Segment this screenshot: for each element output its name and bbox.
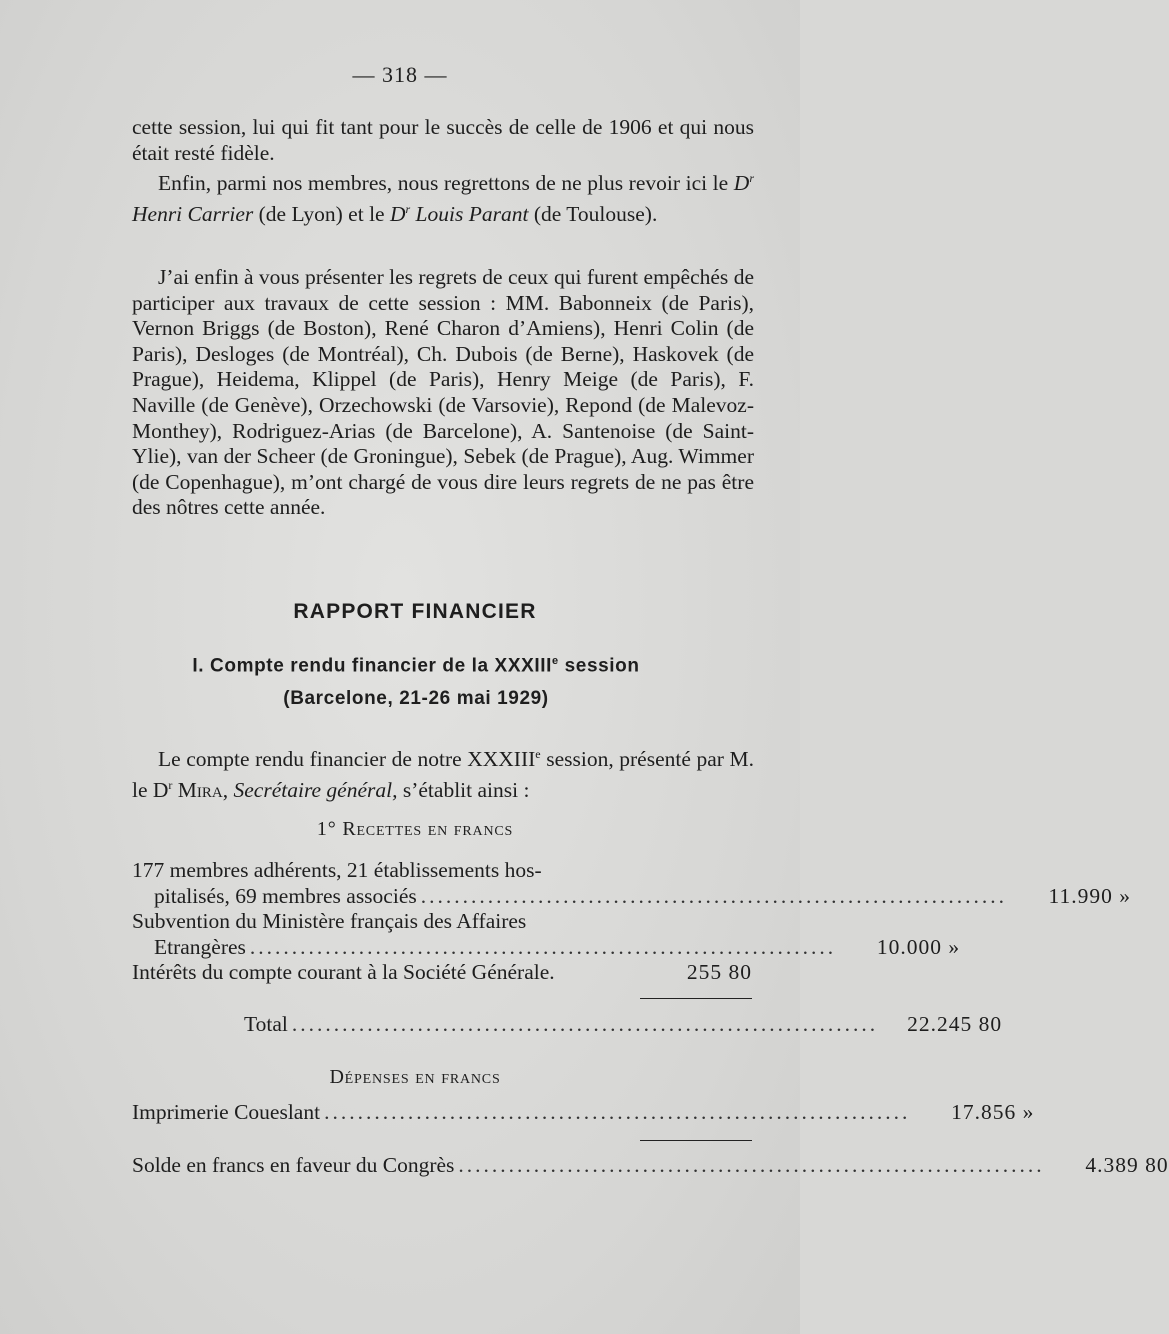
amount: 255 80 [686,960,752,984]
heading-barcelone: (Barcelone, 21-26 mai 1929) [283,688,549,709]
name-louis-parant: Louis Parant [415,202,529,227]
sum-rule [640,1140,752,1141]
paragraph-1b: Enfin, parmi nos membres, nous regrettons de ne plus revoir ici le $D^r$ Henri Carrier (de Lyon) et le $D^r$ Louis Parant (de Toulouse). [132,171,754,227]
page-number: — 318 — [352,62,448,87]
name-henri-carrier: Henri Carrier [132,202,254,227]
recette-subvention: Subvention du Ministère français des Affaires Etrangères ...................................................................... 10.000 » [132,909,961,959]
role-secretaire-general: Secrétaire général, [233,777,398,802]
depenses-title: Dépenses en francs [329,1066,501,1088]
name-mira: Mira [177,777,223,802]
total-row: Total ...................................................................... 22.245 80 [244,1012,1003,1036]
recettes-title: 1° Recettes en francs [316,818,514,840]
amount: 10.000 » [876,934,961,959]
paragraph-1 [132,115,754,228]
recette-membres: 177 membres adhérents, 21 établissements hos- pitalisés, 69 membres associés ...................................................................... 11.990 » [132,858,1131,908]
recette-interets: Intérêts du compte courant à la Société Générale. 255 80 [132,960,752,984]
sum-rule [640,998,752,999]
total-amount: 22.245 80 [907,1012,1003,1036]
paragraph-2: J’ai enfin à vous présenter les regrets de ceux qui furent empêchés de participer aux travaux de cette session : MM. Babonneix (de Paris), Vernon Briggs (de Boston), René Charon d’Amiens), Henri Colin (de Paris), Desloges (de Montréal), Ch. Dubois (de Berne), Haskovek (de Prague), Heidema, Klippel (de Paris), Henry Meige (de Paris), F. Naville (de Genève), Orzechowski (de Varsovie), Repond (de Malevoz-Monthey), Rodriguez-Arias (de Barcelone), A. Santenoise (de Saint-Ylie), van der Scheer (de Groningue), Sebek (de Prague), Aug. Wimmer (de Copenhague), m’ont chargé de vous dire leurs regrets de ne pas être des nôtres cette année. [132,265,754,520]
paragraph-1a: cette session, lui qui fit tant pour le succès de celle de 1906 et qui nous était resté fidèle. [132,115,754,165]
heading-compte-rendu: I. Compte rendu financier de la XXXIIIe session [192,655,640,677]
solde-amount: 4.389 80 [1085,1153,1169,1177]
heading-rapport-financier: RAPPORT FINANCIER [293,600,537,623]
paragraph-3: Le compte rendu financier de notre XXXIIIe session, présenté par M. le $D^r$ Mira, Secrétaire général, s’établit ainsi : [132,747,754,802]
amount: 17.856 » [951,1100,1035,1124]
amount: 11.990 » [1048,883,1131,908]
depense-imprimerie: Imprimerie Coueslant ...................................................................... 17.856 » [132,1100,1035,1124]
solde-row: Solde en francs en faveur du Congrès ...................................................................... 4.389 80 [132,1153,1169,1177]
